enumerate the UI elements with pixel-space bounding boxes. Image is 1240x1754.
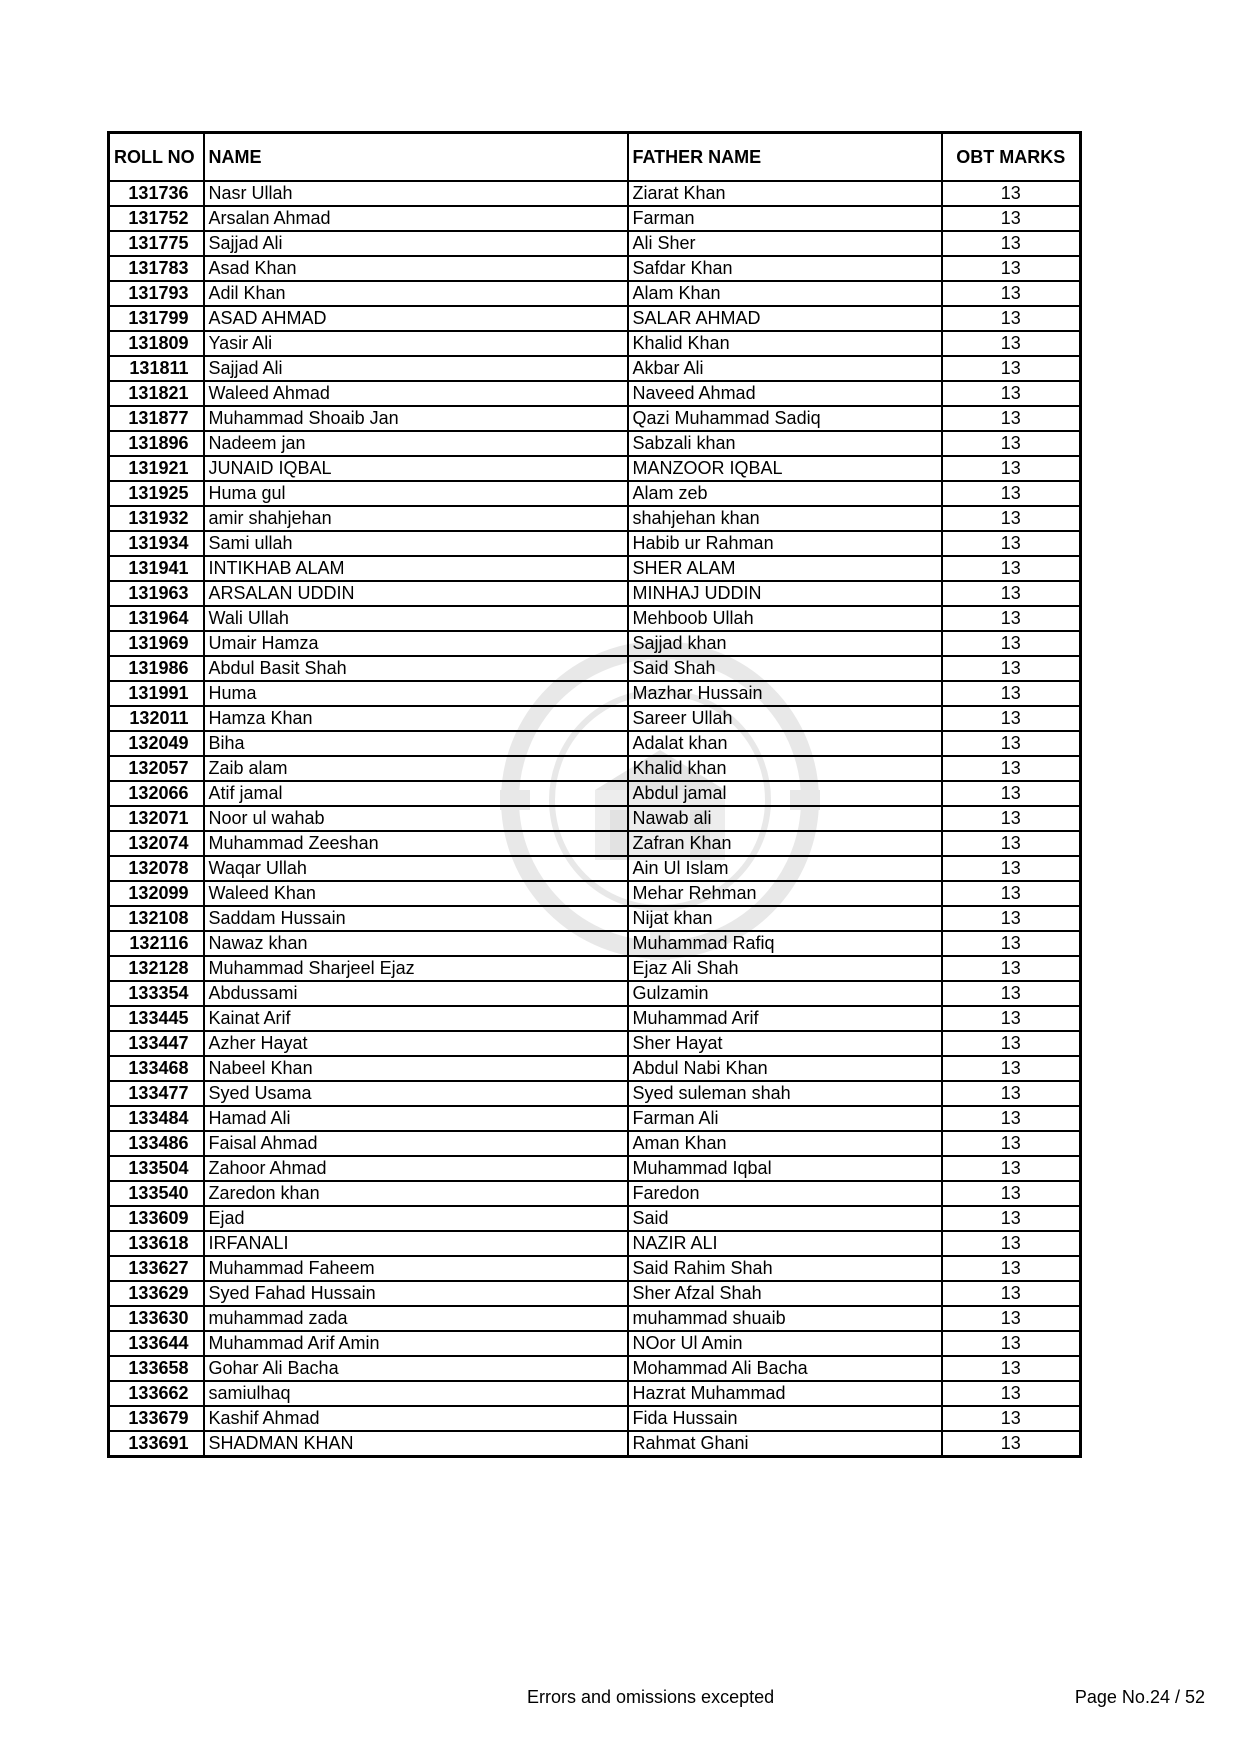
obt-marks-cell: 13 (942, 1231, 1081, 1256)
obt-marks-cell: 13 (942, 531, 1081, 556)
father-name-cell: Fida Hussain (628, 1406, 942, 1431)
roll-no-cell: 131736 (109, 181, 204, 206)
father-name-cell: Faredon (628, 1181, 942, 1206)
roll-no-header: ROLL NO (109, 133, 204, 182)
name-cell: Kainat Arif (204, 1006, 628, 1031)
name-cell: amir shahjehan (204, 506, 628, 531)
name-cell: Nasr Ullah (204, 181, 628, 206)
table-row (109, 931, 1081, 956)
table-row (109, 1306, 1081, 1331)
obt-marks-cell: 13 (942, 256, 1081, 281)
name-cell: Gohar Ali Bacha (204, 1356, 628, 1381)
roll-no-cell: 132011 (109, 706, 204, 731)
name-cell: Kashif Ahmad (204, 1406, 628, 1431)
roll-no-cell: 131783 (109, 256, 204, 281)
roll-no-cell: 133354 (109, 981, 204, 1006)
table-row (109, 981, 1081, 1006)
name-cell: Zahoor Ahmad (204, 1156, 628, 1181)
table-row (109, 531, 1081, 556)
obt-marks-cell: 13 (942, 1406, 1081, 1431)
roll-no-cell: 133445 (109, 1006, 204, 1031)
name-cell: Sajjad Ali (204, 231, 628, 256)
obt-marks-cell: 13 (942, 281, 1081, 306)
table-row (109, 1381, 1081, 1406)
name-cell: Hamza Khan (204, 706, 628, 731)
obt-marks-cell: 13 (942, 456, 1081, 481)
obt-marks-cell: 13 (942, 506, 1081, 531)
father-name-cell: Mehar Rehman (628, 881, 942, 906)
table-row (109, 1006, 1081, 1031)
table-row (109, 656, 1081, 681)
obt-marks-cell: 13 (942, 431, 1081, 456)
table-row (109, 481, 1081, 506)
obt-marks-cell: 13 (942, 1006, 1081, 1031)
table-row (109, 1156, 1081, 1181)
father-name-cell: Abdul jamal (628, 781, 942, 806)
obt-marks-cell: 13 (942, 381, 1081, 406)
name-cell: Asad Khan (204, 256, 628, 281)
father-name-cell: Nijat khan (628, 906, 942, 931)
roll-no-cell: 131941 (109, 556, 204, 581)
name-cell: Yasir Ali (204, 331, 628, 356)
father-name-cell: NAZIR ALI (628, 1231, 942, 1256)
father-name-cell: Sajjad khan (628, 631, 942, 656)
father-name-cell: Khalid khan (628, 756, 942, 781)
father-name-cell: Said Shah (628, 656, 942, 681)
table-row (109, 281, 1081, 306)
father-name-cell: SHER ALAM (628, 556, 942, 581)
table-row (109, 1081, 1081, 1106)
name-cell: Adil Khan (204, 281, 628, 306)
roll-no-cell: 132074 (109, 831, 204, 856)
roll-no-cell: 133540 (109, 1181, 204, 1206)
table-row (109, 331, 1081, 356)
name-cell: Atif jamal (204, 781, 628, 806)
roll-no-cell: 133484 (109, 1106, 204, 1131)
table-row (109, 1131, 1081, 1156)
roll-no-cell: 131793 (109, 281, 204, 306)
father-name-cell: Said (628, 1206, 942, 1231)
father-name-cell: MANZOOR IQBAL (628, 456, 942, 481)
table-row (109, 731, 1081, 756)
roll-no-cell: 133477 (109, 1081, 204, 1106)
table-row (109, 681, 1081, 706)
name-cell: Azher Hayat (204, 1031, 628, 1056)
table-row (109, 306, 1081, 331)
name-cell: Saddam Hussain (204, 906, 628, 931)
obt-marks-cell: 13 (942, 556, 1081, 581)
father-name-cell: Nawab ali (628, 806, 942, 831)
table-row (109, 581, 1081, 606)
name-cell: Arsalan Ahmad (204, 206, 628, 231)
table-row (109, 781, 1081, 806)
obt-marks-cell: 13 (942, 406, 1081, 431)
table-row (109, 456, 1081, 481)
father-name-cell: Mehboob Ullah (628, 606, 942, 631)
name-cell: IRFANALI (204, 1231, 628, 1256)
obt-marks-cell: 13 (942, 1381, 1081, 1406)
name-cell: samiulhaq (204, 1381, 628, 1406)
obt-marks-cell: 13 (942, 181, 1081, 206)
table-row (109, 381, 1081, 406)
obt-marks-cell: 13 (942, 1156, 1081, 1181)
father-name-cell: Alam Khan (628, 281, 942, 306)
name-cell: Muhammad Arif Amin (204, 1331, 628, 1356)
table-row (109, 1281, 1081, 1306)
father-name-cell: Habib ur Rahman (628, 531, 942, 556)
roll-no-cell: 132078 (109, 856, 204, 881)
table-row (109, 906, 1081, 931)
roll-no-cell: 133468 (109, 1056, 204, 1081)
table-row (109, 556, 1081, 581)
obt-marks-cell: 13 (942, 1331, 1081, 1356)
roll-no-cell: 133662 (109, 1381, 204, 1406)
father-name-cell: Muhammad Rafiq (628, 931, 942, 956)
roll-no-cell: 132071 (109, 806, 204, 831)
obt-marks-cell: 13 (942, 956, 1081, 981)
name-cell: Muhammad Faheem (204, 1256, 628, 1281)
father-name-cell: Mazhar Hussain (628, 681, 942, 706)
name-cell: ASAD AHMAD (204, 306, 628, 331)
name-cell: Faisal Ahmad (204, 1131, 628, 1156)
roll-no-cell: 133644 (109, 1331, 204, 1356)
roll-no-cell: 133447 (109, 1031, 204, 1056)
father-name-cell: Sher Afzal Shah (628, 1281, 942, 1306)
obt-marks-cell: 13 (942, 981, 1081, 1006)
obt-marks-cell: 13 (942, 1281, 1081, 1306)
roll-no-cell: 132066 (109, 781, 204, 806)
name-header: NAME (204, 133, 628, 182)
father-name-cell: Farman Ali (628, 1106, 942, 1131)
roll-no-cell: 133629 (109, 1281, 204, 1306)
name-cell: ARSALAN UDDIN (204, 581, 628, 606)
table-header-row (109, 133, 1081, 182)
father-name-cell: Gulzamin (628, 981, 942, 1006)
roll-no-cell: 133504 (109, 1156, 204, 1181)
roll-no-cell: 132128 (109, 956, 204, 981)
name-cell: Hamad Ali (204, 1106, 628, 1131)
roll-no-cell: 131921 (109, 456, 204, 481)
name-cell: Nadeem jan (204, 431, 628, 456)
name-cell: Zaib alam (204, 756, 628, 781)
name-cell: INTIKHAB ALAM (204, 556, 628, 581)
name-cell: Syed Fahad Hussain (204, 1281, 628, 1306)
table-row (109, 1031, 1081, 1056)
table-row (109, 406, 1081, 431)
table-row (109, 631, 1081, 656)
obt-marks-cell: 13 (942, 206, 1081, 231)
table-row (109, 506, 1081, 531)
roll-no-cell: 133627 (109, 1256, 204, 1281)
page-number: Page No.24 / 52 (1074, 1687, 1205, 1707)
roll-no-cell: 132057 (109, 756, 204, 781)
father-name-cell: NOor Ul Amin (628, 1331, 942, 1356)
father-name-cell: Ziarat Khan (628, 181, 942, 206)
obt-marks-cell: 13 (942, 681, 1081, 706)
name-cell: JUNAID IQBAL (204, 456, 628, 481)
name-cell: Huma gul (204, 481, 628, 506)
roll-no-cell: 133609 (109, 1206, 204, 1231)
roll-no-cell: 131811 (109, 356, 204, 381)
name-cell: Huma (204, 681, 628, 706)
obt-marks-cell: 13 (942, 1106, 1081, 1131)
obt-marks-cell: 13 (942, 831, 1081, 856)
obt-marks-header: OBT MARKS (942, 133, 1081, 182)
obt-marks-cell: 13 (942, 931, 1081, 956)
roll-no-cell: 131934 (109, 531, 204, 556)
obt-marks-cell: 13 (942, 1306, 1081, 1331)
table-row (109, 606, 1081, 631)
roll-no-cell: 132049 (109, 731, 204, 756)
roll-no-cell: 131986 (109, 656, 204, 681)
table-row (109, 831, 1081, 856)
roll-no-cell: 132099 (109, 881, 204, 906)
father-name-cell: Khalid Khan (628, 331, 942, 356)
father-name-cell: Sher Hayat (628, 1031, 942, 1056)
father-name-cell: Naveed Ahmad (628, 381, 942, 406)
obt-marks-cell: 13 (942, 756, 1081, 781)
father-name-cell: shahjehan khan (628, 506, 942, 531)
obt-marks-cell: 13 (942, 1031, 1081, 1056)
father-name-cell: SALAR AHMAD (628, 306, 942, 331)
father-name-cell: Hazrat Muhammad (628, 1381, 942, 1406)
father-name-cell: Sareer Ullah (628, 706, 942, 731)
table-row (109, 256, 1081, 281)
father-name-cell: Ali Sher (628, 231, 942, 256)
table-row (109, 856, 1081, 881)
roll-no-cell: 131799 (109, 306, 204, 331)
obt-marks-cell: 13 (942, 631, 1081, 656)
obt-marks-cell: 13 (942, 1206, 1081, 1231)
roll-no-cell: 131877 (109, 406, 204, 431)
father-name-cell: Sabzali khan (628, 431, 942, 456)
obt-marks-cell: 13 (942, 906, 1081, 931)
table-row (109, 756, 1081, 781)
obt-marks-cell: 13 (942, 1431, 1081, 1457)
table-row (109, 881, 1081, 906)
obt-marks-cell: 13 (942, 1256, 1081, 1281)
father-name-cell: Aman Khan (628, 1131, 942, 1156)
table-row (109, 1431, 1081, 1457)
table-row (109, 231, 1081, 256)
father-name-header: FATHER NAME (628, 133, 942, 182)
obt-marks-cell: 13 (942, 331, 1081, 356)
roll-no-cell: 133679 (109, 1406, 204, 1431)
obt-marks-cell: 13 (942, 1131, 1081, 1156)
name-cell: Waleed Ahmad (204, 381, 628, 406)
father-name-cell: Farman (628, 206, 942, 231)
father-name-cell: Alam zeb (628, 481, 942, 506)
table-row (109, 181, 1081, 206)
name-cell: Sami ullah (204, 531, 628, 556)
obt-marks-cell: 13 (942, 581, 1081, 606)
obt-marks-cell: 13 (942, 231, 1081, 256)
name-cell: Nawaz khan (204, 931, 628, 956)
obt-marks-cell: 13 (942, 306, 1081, 331)
father-name-cell: Said Rahim Shah (628, 1256, 942, 1281)
name-cell: Waqar Ullah (204, 856, 628, 881)
father-name-cell: Qazi Muhammad Sadiq (628, 406, 942, 431)
name-cell: Biha (204, 731, 628, 756)
roll-no-cell: 131925 (109, 481, 204, 506)
obt-marks-cell: 13 (942, 731, 1081, 756)
father-name-cell: Ejaz Ali Shah (628, 956, 942, 981)
table-row (109, 1181, 1081, 1206)
name-cell: Sajjad Ali (204, 356, 628, 381)
father-name-cell: Akbar Ali (628, 356, 942, 381)
name-cell: SHADMAN KHAN (204, 1431, 628, 1457)
roll-no-cell: 131969 (109, 631, 204, 656)
father-name-cell: muhammad shuaib (628, 1306, 942, 1331)
roll-no-cell: 131991 (109, 681, 204, 706)
roll-no-cell: 133486 (109, 1131, 204, 1156)
father-name-cell: Muhammad Iqbal (628, 1156, 942, 1181)
table-row (109, 1106, 1081, 1131)
results-table (107, 131, 1082, 1458)
roll-no-cell: 131963 (109, 581, 204, 606)
name-cell: Wali Ullah (204, 606, 628, 631)
obt-marks-cell: 13 (942, 1181, 1081, 1206)
obt-marks-cell: 13 (942, 606, 1081, 631)
name-cell: Syed Usama (204, 1081, 628, 1106)
results-table-body (109, 181, 1081, 1457)
obt-marks-cell: 13 (942, 656, 1081, 681)
table-row (109, 1231, 1081, 1256)
father-name-cell: Abdul Nabi Khan (628, 1056, 942, 1081)
name-cell: Muhammad Shoaib Jan (204, 406, 628, 431)
roll-no-cell: 131896 (109, 431, 204, 456)
roll-no-cell: 133658 (109, 1356, 204, 1381)
table-row (109, 956, 1081, 981)
table-row (109, 1056, 1081, 1081)
obt-marks-cell: 13 (942, 481, 1081, 506)
name-cell: muhammad zada (204, 1306, 628, 1331)
roll-no-cell: 133618 (109, 1231, 204, 1256)
father-name-cell: MINHAJ UDDIN (628, 581, 942, 606)
roll-no-cell: 131932 (109, 506, 204, 531)
name-cell: Zaredon khan (204, 1181, 628, 1206)
table-row (109, 1356, 1081, 1381)
table-row (109, 356, 1081, 381)
obt-marks-cell: 13 (942, 356, 1081, 381)
obt-marks-cell: 13 (942, 881, 1081, 906)
father-name-cell: Muhammad Arif (628, 1006, 942, 1031)
obt-marks-cell: 13 (942, 1356, 1081, 1381)
obt-marks-cell: 13 (942, 806, 1081, 831)
name-cell: Ejad (204, 1206, 628, 1231)
footer-disclaimer: Errors and omissions excepted (527, 1687, 775, 1707)
father-name-cell: Zafran Khan (628, 831, 942, 856)
name-cell: Muhammad Sharjeel Ejaz (204, 956, 628, 981)
obt-marks-cell: 13 (942, 781, 1081, 806)
father-name-cell: Ain Ul Islam (628, 856, 942, 881)
table-row (109, 1406, 1081, 1431)
father-name-cell: Syed suleman shah (628, 1081, 942, 1106)
table-row (109, 806, 1081, 831)
name-cell: Muhammad Zeeshan (204, 831, 628, 856)
roll-no-cell: 132108 (109, 906, 204, 931)
roll-no-cell: 131964 (109, 606, 204, 631)
table-row (109, 706, 1081, 731)
roll-no-cell: 131821 (109, 381, 204, 406)
name-cell: Nabeel Khan (204, 1056, 628, 1081)
obt-marks-cell: 13 (942, 1081, 1081, 1106)
obt-marks-cell: 13 (942, 1056, 1081, 1081)
father-name-cell: Adalat khan (628, 731, 942, 756)
roll-no-cell: 131775 (109, 231, 204, 256)
roll-no-cell: 133630 (109, 1306, 204, 1331)
roll-no-cell: 131809 (109, 331, 204, 356)
table-row (109, 1256, 1081, 1281)
table-row (109, 1206, 1081, 1231)
table-row (109, 1331, 1081, 1356)
table-row (109, 206, 1081, 231)
obt-marks-cell: 13 (942, 706, 1081, 731)
name-cell: Umair Hamza (204, 631, 628, 656)
father-name-cell: Safdar Khan (628, 256, 942, 281)
roll-no-cell: 133691 (109, 1431, 204, 1457)
table-row (109, 431, 1081, 456)
obt-marks-cell: 13 (942, 856, 1081, 881)
roll-no-cell: 132116 (109, 931, 204, 956)
name-cell: Noor ul wahab (204, 806, 628, 831)
father-name-cell: Mohammad Ali Bacha (628, 1356, 942, 1381)
name-cell: Abdussami (204, 981, 628, 1006)
name-cell: Abdul Basit Shah (204, 656, 628, 681)
roll-no-cell: 131752 (109, 206, 204, 231)
father-name-cell: Rahmat Ghani (628, 1431, 942, 1457)
name-cell: Waleed Khan (204, 881, 628, 906)
